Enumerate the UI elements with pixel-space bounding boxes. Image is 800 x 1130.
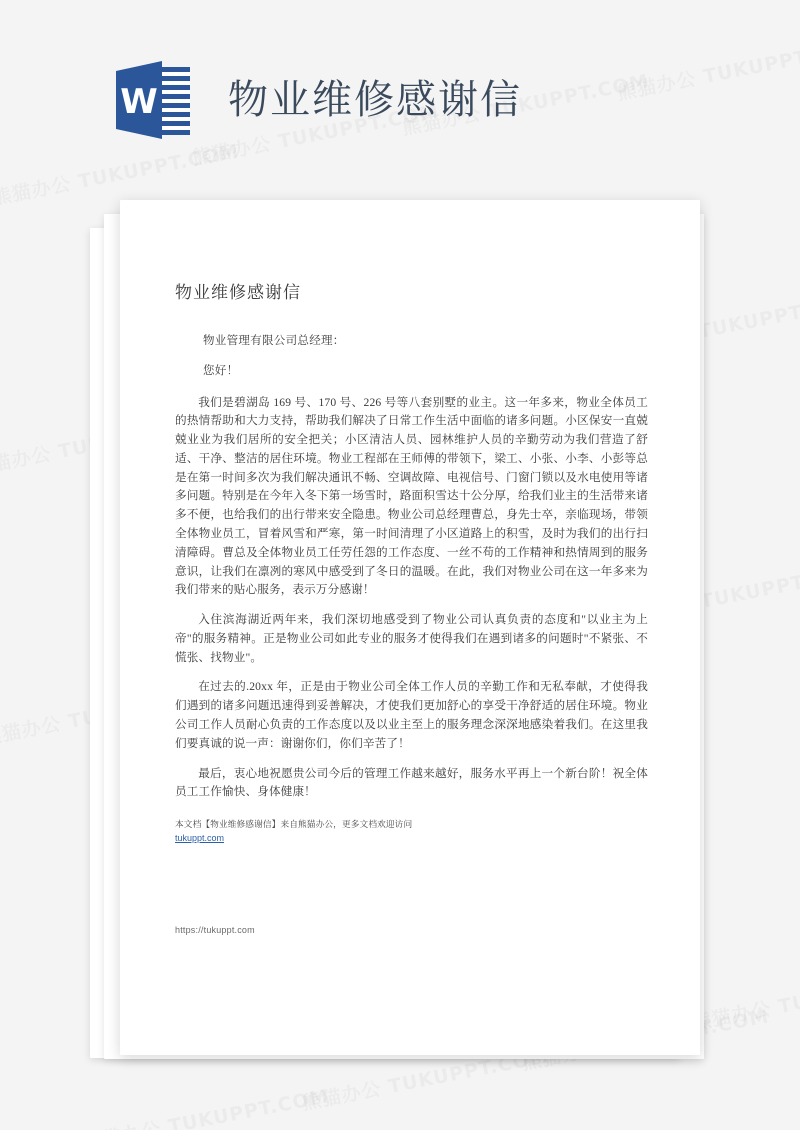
page-header [0, 0, 800, 200]
document-heading: 物业维修感谢信 [175, 283, 301, 302]
word-document-icon [112, 57, 198, 143]
source-link[interactable]: tukuppt.com [175, 833, 225, 844]
source-note: 本文档【物业维修感谢信】来自熊猫办公，更多文档欢迎访问 [175, 819, 413, 830]
word-icon-letter: W [120, 82, 158, 122]
document-paragraph: 最后，衷心地祝愿贵公司今后的管理工作越来越好，服务水平再上一个新台阶！祝全体员工工作愉快、身体健康！ [175, 766, 648, 799]
document-greeting: 您好！ [203, 365, 239, 378]
document-content [120, 200, 700, 1055]
document-paragraph: 在过去的.20xx 年，正是由于物业公司全体工作人员的辛勤工作和无私奉献，才使得我们遇到的诸多问题迅速得到妥善解决，才使我们更加舒心的享受干净舒适的居住环境。物业公司工作人员耐心负责的工作态度以及以业主至上的服务理念深深地感染着我们。在这里我们要真诚的说一声：谢谢你们，你们辛苦了！ [175, 680, 648, 750]
document-paragraph: 我们是碧湖岛 169 号、170 号、226 号等八套别墅的业主。这一年多来，物业全体员工的热情帮助和大力支持，帮助我们解决了日常工作生活中面临的诸多问题。小区保安一直兢兢业业为我们居所的安全把关；小区清洁人员、园林维护人员的辛勤劳动为我们营造了舒适、干净、整洁的居住环境。物业工程部在王师傅的带领下，梁工、小张、小李、小彭等总是在第一时间多次为我们解决通讯不畅、空调故障、电视信号、门窗门锁以及水电使用等诸多问题。特别是在今年入冬下第一场雪时，路面积雪达十公分厚，给我们业主的生活带来诸多不便，也给我们的出行带来安全隐患。物业公司总经理曹总，身先士卒，亲临现场，带领全体物业员工，冒着风雪和严寒，第一时间清理了小区道路上的积雪，及时为我们的出行扫清障碍。曹总及全体物业员工任劳任怨的工作态度、一丝不苟的工作精神和热情周到的服务意识，让我们在凛冽的寒风中感受到了冬日的温暖。在此，我们对物业公司在这一年多来为我们带来的贴心服务，表示万分感谢！ [175, 395, 648, 597]
page-title: 物业维修感谢信 [228, 77, 522, 123]
document-salutation: 物业管理有限公司总经理： [203, 335, 345, 347]
document-footer-url: https://tukuppt.com [175, 925, 255, 935]
document-page[interactable] [120, 200, 700, 1055]
watermark-text [80, 1081, 332, 1130]
document-page-stack [90, 200, 710, 1080]
document-paragraph: 入住滨海湖近两年来，我们深切地感受到了物业公司认真负责的态度和"以业主为上帝"的服务精神。正是物业公司如此专业的服务才使得我们在遇到诸多的问题时"不紧张、不慌张、找物业"。 [175, 613, 648, 664]
